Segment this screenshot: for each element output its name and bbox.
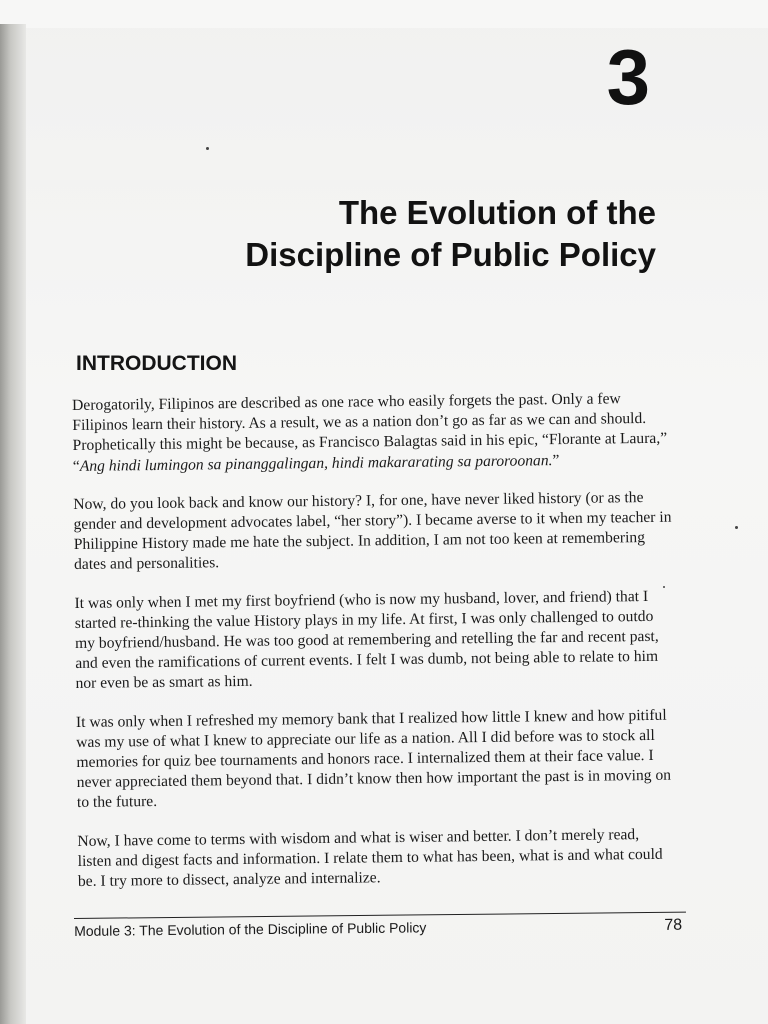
chapter-title — [96, 192, 656, 276]
speck-dot — [735, 526, 738, 529]
paragraph-3: It was only when I met my first boyfriend (who is now my husband, lover, and friend) that I started re-thinking the value History plays in my life. At first, I was only challenged to outdo my boyfriend/husband. He was too good at remembering and retelling the far and recent past, and even the ramifications of current events. I felt I was dumb, not being able to relate to him nor even be as smart as him. — [74, 587, 659, 693]
paragraph-1-end: ” — [552, 451, 560, 469]
paragraph-1-text: Derogatorily, Filipinos are described as one race who easily forgets the past. Only a few Filipinos learn their history. As a result, we as a nation don’t go as far as we can and should. Prophetically this might be because, as Francisco Balagtas said in his epic, “Florante at Laura,” “ — [72, 390, 668, 475]
paragraph-5: Now, I have come to terms with wisdom and what is wiser and better. I don’t merely read, listen and digest facts and information. I relate them to what has been, what is and what could be. I try more to dissect, analyze and internalize. — [77, 825, 663, 891]
page-top-edge — [0, 0, 768, 28]
footer-row — [74, 917, 686, 941]
body-text — [72, 389, 676, 911]
page-footer — [74, 912, 686, 941]
chapter-title-line-1: The Evolution of the — [338, 194, 656, 231]
footer-module-title: Module 3: The Evolution of the Discipline of Public Policy — [74, 919, 427, 939]
chapter-title-line-2: Discipline of Public Policy — [245, 236, 656, 273]
section-heading: INTRODUCTION — [76, 352, 237, 375]
chapter-number: 3 — [606, 33, 650, 121]
book-spine-shadow — [0, 24, 26, 1024]
paragraph-4: It was only when I refreshed my memory bank that I realized how little I knew and how pitiful was my use of what I knew to appreciate our life as a nation. All I did before was to stock all memories for quiz bee tournaments and honors race. I internalized them at their face value. I never appreciated them beyond that. I didn’t know then how important the past is in moving on to the future. — [75, 706, 672, 812]
paragraph-1-quote: Ang hindi lumingon sa pinanggalingan, hindi makararating sa paroroonan. — [79, 451, 553, 475]
paragraph-1 — [72, 389, 671, 477]
page-number: 78 — [664, 916, 683, 934]
speck-dot — [663, 586, 665, 588]
paragraph-2: Now, do you look back and know our history? I, for one, have never liked history (or as the gender and development advocates label, “her story”). I became averse to it when my teacher in Philippine History made me hate the subject. In addition, I am not too keen at remembering dates and personalities. — [73, 488, 672, 574]
speck-dot — [206, 147, 209, 150]
